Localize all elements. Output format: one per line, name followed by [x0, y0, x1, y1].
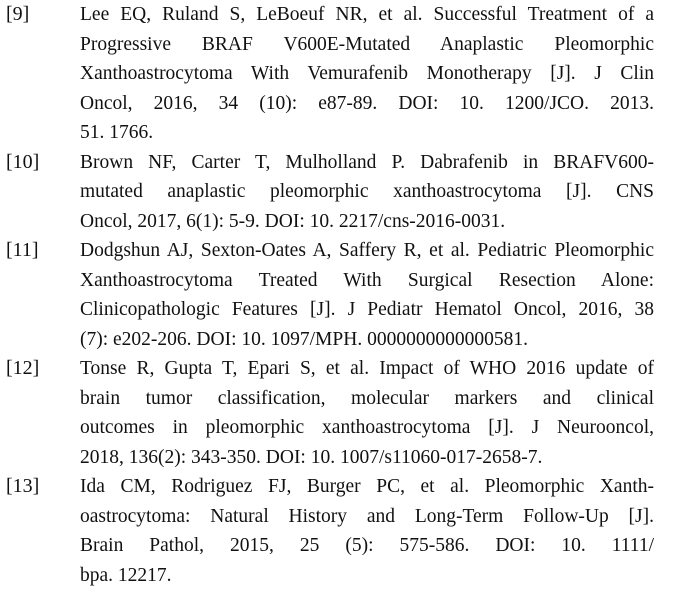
reference-line: Lee EQ, Ruland S, LeBoeuf NR, et al. Successful Treatment of a	[80, 4, 654, 25]
reference-line: mutated anaplastic pleomorphic xanthoastrocytoma [J]. CNS	[80, 181, 654, 202]
reference-line: Xanthoastrocytoma Treated With Surgical Resection Alone:	[80, 269, 654, 291]
reference-text	[80, 236, 654, 354]
reference-number: [10]	[6, 150, 40, 173]
reference-text	[80, 148, 654, 237]
reference-line: Oncol, 2016, 34 (10): e87-89. DOI: 10. 1200/JCO. 2013.	[80, 92, 654, 114]
reference-line: 2018, 136(2): 343-350. DOI: 10. 1007/s11060-017-2658-7.	[80, 446, 543, 468]
reference-number: [13]	[6, 475, 40, 497]
reference-text	[80, 0, 654, 148]
reference-number: [12]	[6, 357, 40, 379]
reference-line: (7): e202-206. DOI: 10. 1097/MPH. 0000000000000581.	[80, 328, 528, 350]
reference-line: Tonse R, Gupta T, Epari S, et al. Impact of WHO 2016 update of	[80, 358, 654, 379]
reference-line: oastrocytoma: Natural History and Long-Term Follow-Up [J].	[80, 505, 654, 527]
reference-line: Oncol, 2017, 6(1): 5-9. DOI: 10. 2217/cns-2016-0031.	[80, 210, 506, 232]
reference-number: [9]	[6, 3, 30, 25]
reference-number: [11]	[6, 239, 39, 261]
reference-text	[80, 472, 654, 590]
reference-line: brain tumor classification, molecular markers and clinical	[80, 387, 654, 409]
reference-line: Brown NF, Carter T, Mulholland P. Dabrafenib in BRAFV600-	[80, 151, 654, 173]
reference-line: Ida CM, Rodriguez FJ, Burger PC, et al. Pleomorphic Xanth-	[80, 476, 654, 497]
reference-line: Brain Pathol, 2015, 25 (5): 575-586. DOI: 10. 1111/	[80, 535, 654, 556]
reference-line: outcomes in pleomorphic xanthoastrocytoma [J]. J Neurooncol,	[80, 417, 654, 438]
reference-line: Clinicopathologic Features [J]. J Pediatr Hematol Oncol, 2016, 38	[80, 299, 654, 320]
reference-line: Xanthoastrocytoma With Vemurafenib Monotherapy [J]. J Clin	[80, 63, 654, 84]
reference-text	[80, 354, 654, 472]
reference-line: Progressive BRAF V600E-Mutated Anaplastic Pleomorphic	[80, 33, 654, 55]
reference-line: 51. 1766.	[80, 122, 154, 143]
reference-line: Dodgshun AJ, Sexton-Oates A, Saffery R, et al. Pediatric Pleomorphic	[80, 240, 654, 261]
reference-line: bpa. 12217.	[80, 564, 172, 586]
